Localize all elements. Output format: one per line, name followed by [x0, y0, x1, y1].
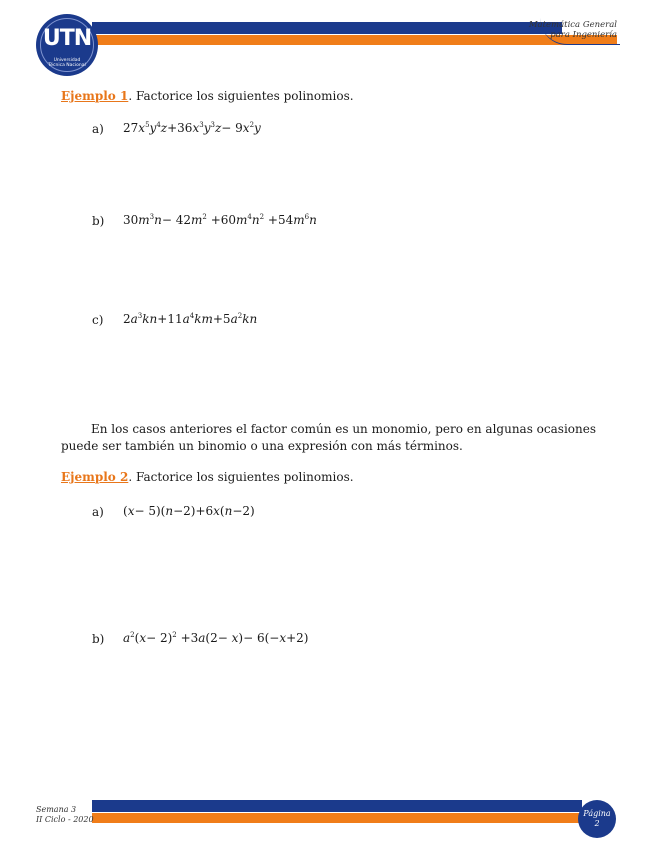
example-1-label: Ejemplo 1: [61, 89, 129, 103]
page-label: Página: [583, 809, 611, 818]
header-blue-band: [92, 22, 562, 34]
course-title-line-1: Matemática General: [528, 20, 617, 30]
logo-subtitle-1: Universidad: [53, 58, 81, 63]
logo-text: UTN: [42, 26, 92, 51]
example-2-item-b-letter: b): [92, 632, 105, 646]
footer-week: Semana 3: [36, 805, 77, 814]
footer-blue-band: [92, 800, 582, 812]
example-1-item-a-letter: a): [92, 122, 104, 136]
example-2-label: Ejemplo 2: [61, 470, 129, 484]
example-1-item-a-expression: $27x^5y^4z+36x^3y^3z- 9x^2y$: [123, 121, 261, 135]
example-2-text: . Factorice los siguientes polinomios.: [128, 470, 354, 484]
explanation-paragraph: En los casos anteriores el factor común es un monomio, pero en algunas ocasiones puede ser también un binomio o una expresión con más términos.: [61, 422, 596, 453]
example-2-item-a-expression: (x− 5)(n−2)+6x(n−2): [123, 504, 255, 518]
footer-orange-band: [92, 813, 582, 823]
example-2-item-b-expression: $a^2(x- 2)^2 +3a(2- x)- 6(-x+2)$: [123, 631, 309, 645]
example-2-heading: [61, 470, 354, 484]
footer-cycle: II Ciclo - 2020: [36, 815, 94, 824]
footer-info: [36, 805, 94, 825]
example-1-heading: [61, 89, 354, 103]
course-title-line-2: para Ingeniería: [550, 30, 617, 40]
example-1-item-b-expression: $30m^3n- 42m^2 +60m^4n^2 +54m^6n$: [123, 213, 317, 227]
example-1-item-c-expression: $2a^3kn+11a^4km+5a^2kn$: [123, 312, 258, 326]
utn-logo: [36, 14, 98, 76]
logo-subtitle-2: Técnica Nacional: [48, 63, 86, 68]
page-number: 2: [594, 819, 600, 828]
course-title: [529, 20, 617, 40]
example-1-item-c-letter: c): [92, 313, 104, 327]
example-2-item-a-letter: a): [92, 505, 104, 519]
example-1-text: . Factorice los siguientes polinomios.: [128, 89, 354, 103]
page-number-badge: [578, 800, 616, 838]
example-1-item-b-letter: b): [92, 214, 105, 228]
